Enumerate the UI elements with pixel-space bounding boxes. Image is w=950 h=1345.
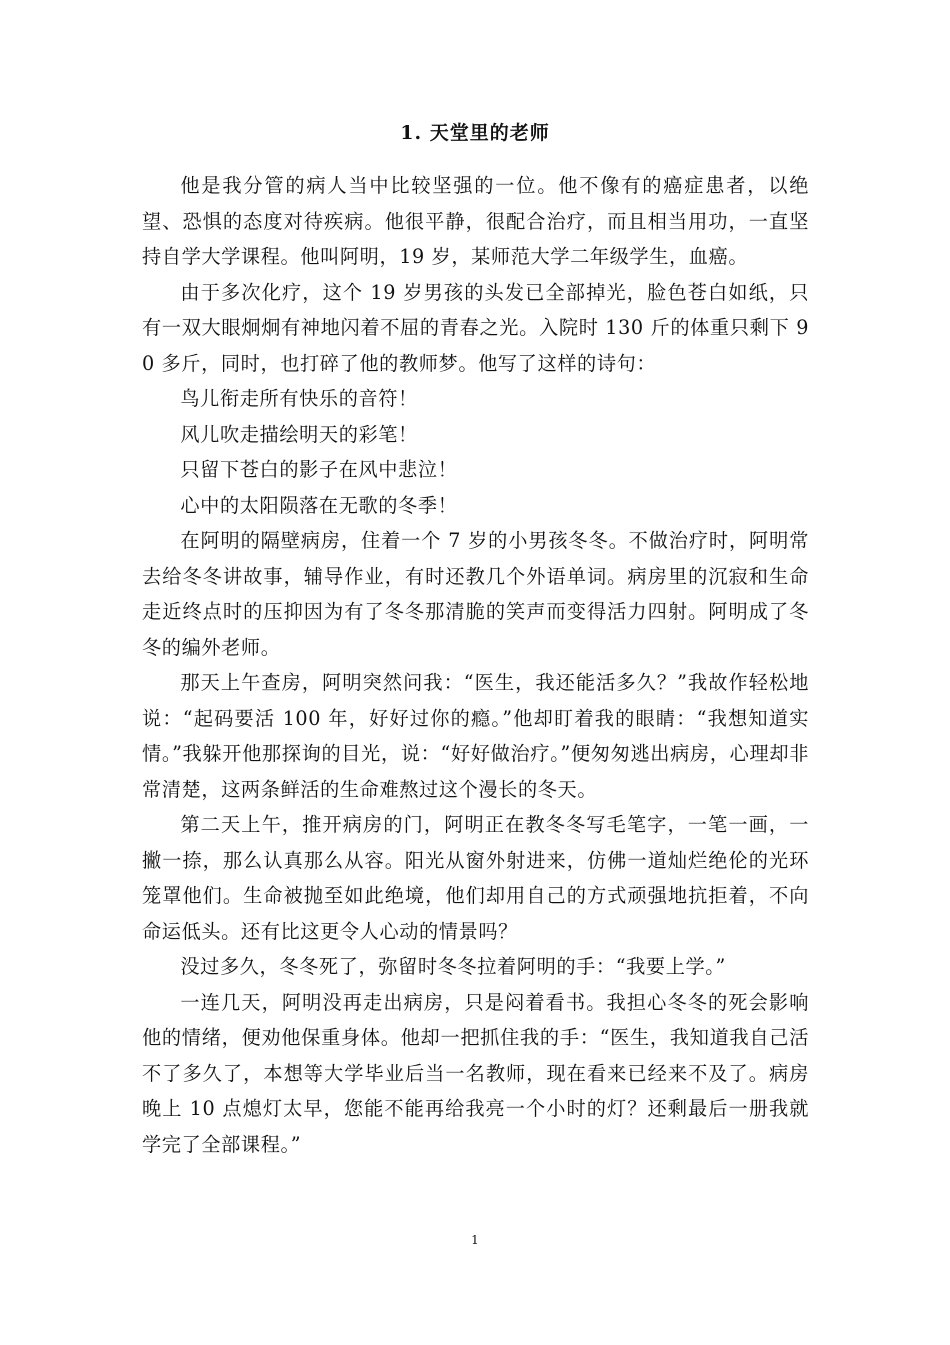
paragraph: 一连几天，阿明没再走出病房，只是闷着看书。我担心冬冬的死会影响他的情绪，便劝他保重身体。他却一把抓住我的手：“医生，我知道我自己活不了多久了，本想等大学毕业后当一名教师，现在看来已经来不及了。病房晚上 10 点熄灯太早，您能不能再给我亮一个小时的灯？还剩最后一册我就学完了全部课程。”	[142, 990, 809, 1156]
paragraph: 由于多次化疗，这个 19 岁男孩的头发已全部掉光，脸色苍白如纸，只有一双大眼炯炯有神地闪着不屈的青春之光。入院时 130 斤的体重只剩下 90 多斤，同时，也打碎了他的教师梦。他写了这样的诗句：	[142, 280, 809, 375]
article-body	[142, 168, 809, 1162]
poem-line: 只留下苍白的影子在风中悲泣！	[180, 458, 458, 481]
paragraph: 在阿明的隔壁病房，住着一个 7 岁的小男孩冬冬。不做治疗时，阿明常去给冬冬讲故事，辅导作业，有时还教几个外语单词。病房里的沉寂和生命走近终点时的压抑因为有了冬冬那清脆的笑声而变得活力四射。阿明成了冬冬的编外老师。	[142, 529, 809, 659]
paragraph: 他是我分管的病人当中比较坚强的一位。他不像有的癌症患者，以绝望、恐惧的态度对待疾病。他很平静，很配合治疗，而且相当用功，一直坚持自学大学课程。他叫阿明，19 岁，某师范大学二年级学生，血癌。	[142, 174, 809, 268]
poem-line: 风儿吹走描绘明天的彩笔！	[180, 422, 418, 446]
paragraph: 那天上午查房，阿明突然问我：“医生，我还能活多久？”我故作轻松地说：“起码要活 100 年，好好过你的瘾。”他却盯着我的眼睛：“我想知道实情。”我躲开他那探询的目光，说：“好好做治疗。”便匆匆逃出病房，心理却非常清楚，这两条鲜活的生命难熬过这个漫长的冬天。	[142, 671, 809, 801]
poem-line: 鸟儿衔走所有快乐的音符！	[180, 387, 418, 410]
paragraph: 没过多久，冬冬死了，弥留时冬冬拉着阿明的手：“我要上学。”	[180, 955, 726, 978]
article-title: 1. 天堂里的老师	[400, 122, 550, 144]
poem-line: 心中的太阳陨落在无歌的冬季！	[180, 493, 458, 517]
page-number: 1	[471, 1233, 479, 1247]
paragraph: 第二天上午，推开病房的门，阿明正在教冬冬写毛笔字，一笔一画，一撇一捺，那么认真那么从容。阳光从窗外射进来，仿佛一道灿烂绝伦的光环笼罩他们。生命被抛至如此绝境，他们却用自己的方式顽强地抗拒着，不向命运低头。还有比这更令人心动的情景吗？	[142, 813, 809, 943]
